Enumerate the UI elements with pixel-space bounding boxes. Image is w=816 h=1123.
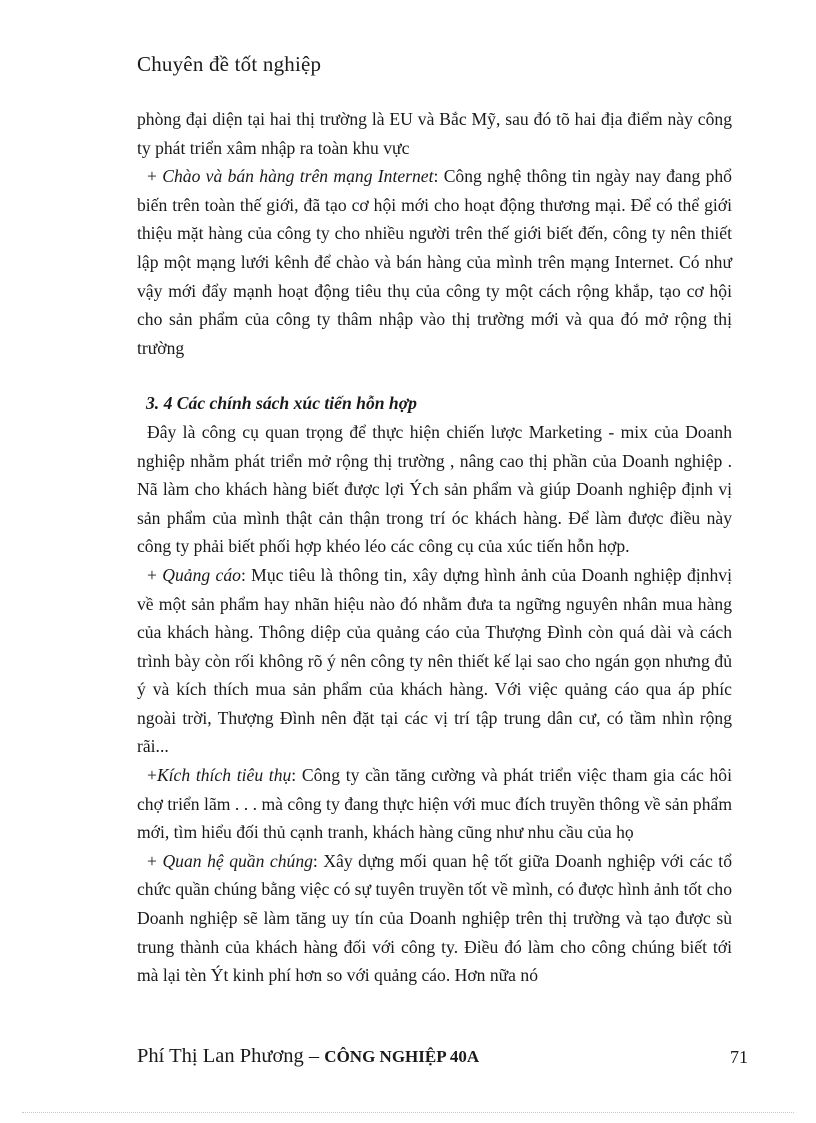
- paragraph-internet-sales: [137, 162, 732, 362]
- page-header-title: Chuyên đề tốt nghiệp: [137, 52, 322, 76]
- paragraph-sales-promotion: [137, 761, 732, 847]
- paragraph-text: : Xây dựng mối quan hệ tốt giữa Doanh nghiệp với các tổ chức quần chúng bằng việc có sự tuyên truyền tốt về mình, có được hình ảnh tốt cho Doanh nghiệp sẽ làm tăng uy tín của Doanh nghiệp trên thị trường và tạo được sù trung thành của khách hàng đối với công ty. Điều đó làm cho công chúng biết tới mà lại tèn Ýt kinh phí hơn so với quảng cáo. Hơn nữa nó: [137, 850, 732, 986]
- paragraph-text: : Công nghệ thông tin ngày nay đang phổ biến trên toàn thế giới, đã tạo cơ hội mới cho hoạt động thương mại. Để có thể giới thiệu mặt hàng của công ty cho nhiều người trên thế giới biết đến, công ty nên thiết lập một mạng lưới kênh để chào và bán hàng của mình trên mạng Internet. Có như vậy mới đẩy mạnh hoạt động tiêu thụ của công ty một cách rộng khắp, tạo cơ hội cho sản phẩm của công ty thâm nhập vào thị trường mới và qua đó mở rộng thị trường: [137, 166, 732, 358]
- paragraph-label: Quảng cáo: [162, 564, 241, 585]
- footer-department: CÔNG NGHIỆP 40A: [324, 1047, 480, 1066]
- bullet-prefix: +: [147, 564, 163, 585]
- paragraph-label: Chào và bán hàng trên mạng Internet: [162, 166, 434, 187]
- paragraph-label: Quan hệ quần chúng: [162, 850, 313, 871]
- paragraph-continuation: phòng đại diện tại hai thị trường là EU và Bắc Mỹ, sau đó tõ hai địa điểm này công ty phát triển xâm nhập ra toàn khu vực: [137, 109, 732, 158]
- section-gap: [137, 362, 732, 389]
- paragraph-advertising: [137, 561, 732, 761]
- paragraph-public-relations: [137, 847, 732, 990]
- footer-separator: –: [303, 1045, 325, 1067]
- bullet-prefix: +: [147, 850, 163, 871]
- footer-author: Phí Thị Lan Phương: [137, 1045, 304, 1067]
- document-body: [137, 105, 732, 990]
- paragraph-text: : Công ty cần tăng cường và phát triển việc tham gia các hôi chợ triển lãm . . . mà công ty đang thực hiện với muc đích truyền thông về sản phẩm mới, tìm hiểu đối thủ cạnh tranh, khách hàng cũng như nhu cầu của họ: [137, 765, 732, 843]
- paragraph-label: Kích thích tiêu thụ: [156, 765, 292, 786]
- paragraph-promotion-intro: [137, 418, 732, 561]
- bullet-prefix: +: [147, 765, 157, 786]
- paragraph-text: : Mục tiêu là thông tin, xây dựng hình ảnh của Doanh nghiệp địnhvị về một sản phẩm hay nhãn hiệu nào đó nhằm đưa ta ngững nguyên nhân mua hàng của khách hàng. Thông diệp của quảng cáo của Thượng Đình còn quá dài và cách trình bày còn rối không rõ ý nên công ty nên thiết kế lại sao cho ngán gọn nhưng đủ ý và kích thích mua sản phẩm của khách hàng. Với việc quảng cáo qua áp phíc ngoài trời, Thượng Đình nên đặt tại các vị trí tập trung dân cư, có tầm nhìn rộng rãi...: [137, 564, 732, 757]
- page-number: 71: [730, 1047, 748, 1067]
- paragraph-text: Đây là công cụ quan trọng để thực hiện chiến lược Marketing - mix của Doanh nghiệp nhằm phát triển mở rộng thị trường , nâng cao thị phần của Doanh nghiệp . Nã làm cho khách hàng biết được lợi Ých sản phẩm và giúp Doanh nghiệp định vị sản phẩm của mình thật cản thận trong trí óc khách hàng. Để làm được điều này công ty phải biết phối hợp khéo léo các công cụ của xúc tiến hỗn hợp.: [137, 421, 732, 557]
- bullet-prefix: +: [147, 166, 163, 187]
- section-heading: 3. 4 Các chính sách xúc tiến hỗn hợp: [146, 393, 417, 414]
- footer-author-line: [137, 1045, 479, 1068]
- page-bottom-divider: [22, 1112, 794, 1113]
